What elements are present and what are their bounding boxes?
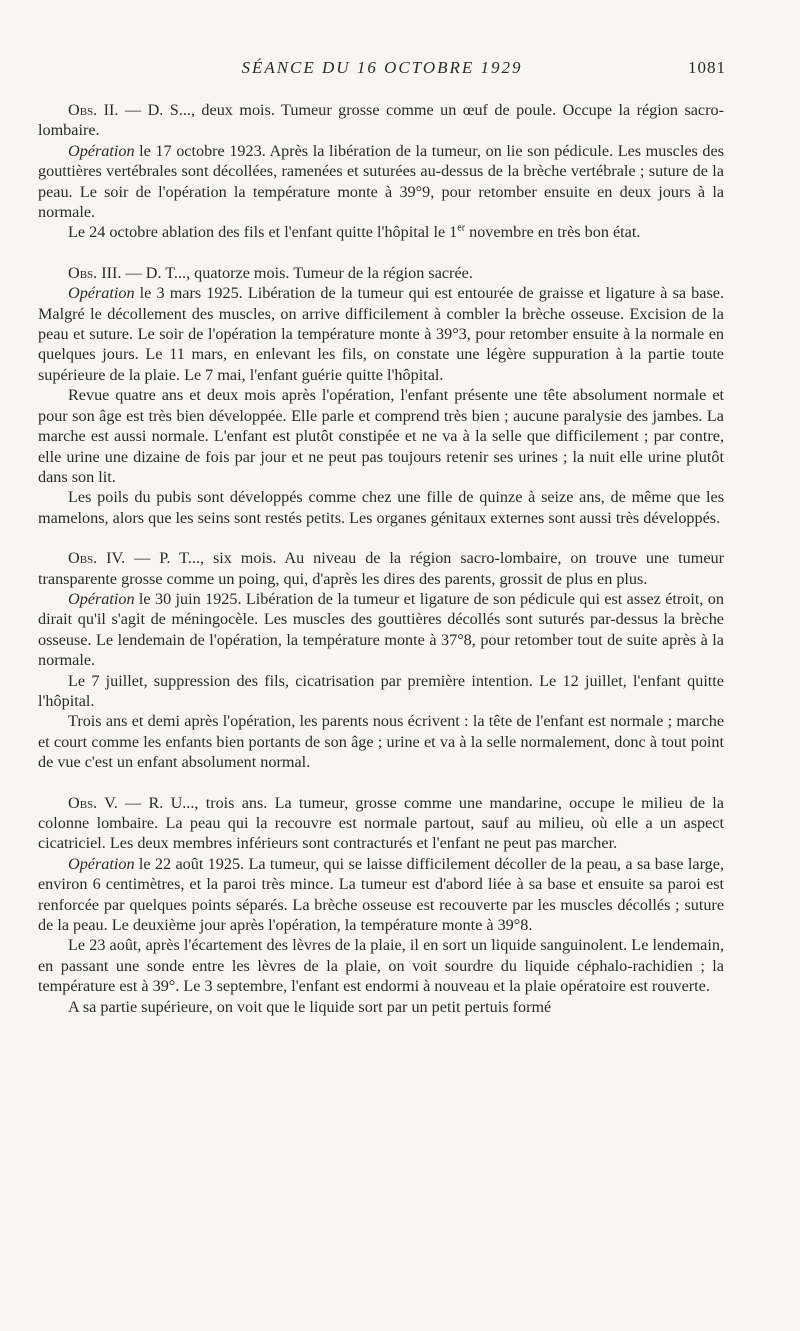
operation-label: Opération: [68, 284, 135, 303]
paragraph-text: le 17 octobre 1923. Après la libération de la tumeur, on lie son pédicule. Les muscles des gouttières vertébrales sont décollées, ramenées et suturées au-dessus de la brèche vertébrale ; suture de la peau. Le soir de l'opération la température monte à 39°9, pour retomber ensuite en deux jours à la normale.: [38, 141, 724, 222]
paragraph: A sa partie supérieure, on voit que le liquide sort par un petit pertuis formé: [68, 997, 552, 1016]
observation-label: Obs. II.: [68, 101, 119, 119]
paragraph-text: Le 24 octobre ablation des fils et l'enfant quitte l'hôpital le 1: [68, 223, 458, 242]
paragraph-text: — R. U..., trois ans. La tumeur, grosse comme une mandarine, occupe le milieu de la colonne lombaire. La peau qui la recouvre est normale partout, sauf au milieu, où elle a un aspect cicatriciel. Les deux membres inférieurs sont contracturés et l'enfant ne peut pas marcher.: [38, 793, 724, 853]
paragraph-text: le 3 mars 1925. Libération de la tumeur qui est entourée de graisse et ligature à sa base. Malgré le décollement des muscles, on arrive difficilement à combler la brèche osseuse. Excision de la peau et suture. Le soir de l'opération la température monte à 39°3, pour retomber ensuite à la normale en quelques jours. Le 11 mars, en enlevant les fils, on constate une légère suppuration à la partie toute supérieure de la plaie. Le 7 mai, l'enfant guérie quitte l'hôpital.: [38, 284, 724, 384]
paragraph-text: le 30 juin 1925. Libération de la tumeur et ligature de son pédicule qui est assez étroit, on dirait qu'il s'agit de méningocèle. Les muscles des gouttières décollés sont suturés par-dessus la brèche osseuse. Le lendemain de l'opération, la température monte à 37°8, pour retomber tout de suite après à la normale.: [38, 589, 724, 670]
paragraph: [38, 141, 724, 223]
paragraph: [38, 854, 724, 936]
paragraph: Le 7 juillet, suppression des fils, cicatrisation par première intention. Le 12 juillet, l'enfant quitte l'hôpital.: [38, 671, 724, 710]
paragraph-text: — D. T..., quatorze mois. Tumeur de la région sacrée.: [121, 263, 473, 282]
paragraph: [38, 263, 724, 283]
header-title: SÉANCE DU 16 OCTOBRE 1929: [241, 58, 523, 77]
operation-label: Opération: [68, 854, 135, 873]
observation-label: Obs. III.: [68, 263, 122, 282]
paragraph: [38, 589, 724, 671]
paragraph: Le 23 août, après l'écartement des lèvres de la plaie, il en sort un liquide sanguinolent. Le lendemain, en passant une sonde entre les lèvres de la plaie, on voit sourdre du liquide céphalo-rachidien ; la température est à 39°. Le 3 septembre, l'enfant est endormi à nouveau et la plaie opératoire est rouverte.: [38, 936, 724, 996]
paragraph: [38, 283, 724, 385]
operation-label: Opération: [68, 141, 135, 160]
paragraph-text: le 22 août 1925. La tumeur, qui se laisse difficilement décoller de la peau, a sa base large, environ 6 centimètres, et la paroi très mince. La tumeur est d'abord liée à sa base et ensuite sa paroi est renforcée par quelques points séparés. La brèche osseuse est recouverte par les muscles décollés ; suture de la peau. Le deuxième jour après l'opération, la température monte à 39°8.: [38, 854, 724, 935]
superscript: er: [457, 223, 466, 235]
paragraph: Les poils du pubis sont développés comme chez une fille de quinze à seize ans, de même que les mamelons, alors que les seins sont restés petits. Les organes génitaux externes sont aussi très développés.: [38, 488, 724, 527]
paragraph: [38, 100, 724, 141]
document-body: [38, 100, 724, 1037]
paragraph: [38, 548, 724, 589]
page-number: 1081: [688, 58, 726, 77]
paragraph: [38, 793, 724, 854]
paragraph: [38, 222, 724, 242]
observation-2: [38, 100, 724, 243]
running-header: [38, 58, 726, 82]
observation-label: Obs. IV.: [68, 549, 126, 568]
paragraph: Revue quatre ans et deux mois après l'opération, l'enfant présente une tête absolument normale et pour son âge est très bien développée. Elle parle et comprend très bien ; aucune paralysie des jambes. La marche est aussi normale. L'enfant est plutôt constipée et ne va à la selle que difficilement ; par contre, elle urine une dizaine de fois par jour et ne peut pas toujours retenir ses urines ; la nuit elle urine plutôt dans son lit.: [38, 386, 724, 486]
operation-label: Opération: [68, 589, 135, 608]
paragraph-text: — P. T..., six mois. Au niveau de la région sacro-lombaire, on trouve une tumeur transparente grosse comme un poing, qui, d'après les dires des parents, grossit de plus en plus.: [38, 549, 725, 588]
paragraph-text: novembre en très bon état.: [465, 223, 641, 242]
observation-5: [38, 793, 724, 1017]
observation-label: Obs. V.: [68, 793, 118, 812]
paragraph-text: — D. S..., deux mois. Tumeur grosse comme un œuf de poule. Occupe la région sacro-lombaire.: [38, 101, 724, 140]
observation-4: [38, 548, 724, 772]
observation-3: [38, 263, 724, 528]
paragraph: Trois ans et demi après l'opération, les parents nous écrivent : la tête de l'enfant est normale ; marche et court comme les enfants bien portants de son âge ; urine et va à la selle normalement, donc à tout point de vue c'est un enfant absolument normal.: [38, 712, 724, 772]
